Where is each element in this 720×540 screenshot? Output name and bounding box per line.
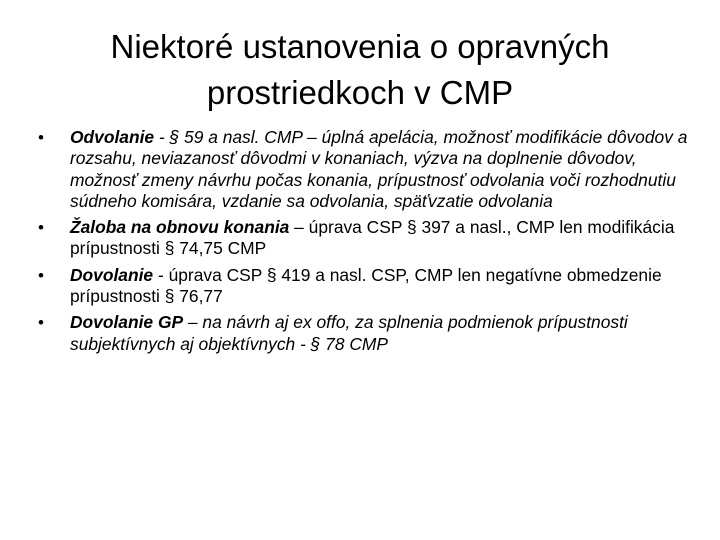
bullet-text: – na návrh aj ex offo, za splnenia podmienok prípustnosti subjektívnych aj objektívnych - § 78 CMP xyxy=(70,312,628,354)
bullet-text: – úprava CSP § 397 a nasl., CMP len modifikácia prípustnosti § 74,75 CMP xyxy=(70,217,675,259)
bullet-item-dovolanie-gp xyxy=(36,312,696,355)
slide-title xyxy=(40,24,680,116)
bullet-term: Žaloba na obnovu konania xyxy=(70,217,290,238)
bullet-list xyxy=(36,127,696,360)
bullet-item-odvolanie xyxy=(36,127,696,212)
bullet-text: - § 59 a nasl. CMP – úplná apelácia, možnosť modifikácie dôvodov a rozsahu, neviazanosť dôvodmi v konaniach, výzva na doplnenie dôvodov, možnosť zmeny návrhu počas konania, prípustnosť odvolania voči rozhodnutiu súdneho komisára, vzdanie sa odvolania, späťvzatie odvolania xyxy=(70,127,688,211)
bullet-dot-icon: • xyxy=(38,313,44,333)
bullet-term: Dovolanie GP xyxy=(70,312,184,333)
title-line-2: prostriedkoch v CMP xyxy=(206,74,514,111)
bullet-text: - úprava CSP § 419 a nasl. CSP, CMP len negatívne obmedzenie prípustnosti § 76,77 xyxy=(70,264,662,307)
bullet-dot-icon: • xyxy=(38,265,44,285)
title-line-1: Niektoré ustanovenia o opravných xyxy=(110,28,610,65)
bullet-term: Dovolanie xyxy=(70,264,154,285)
bullet-item-zaloba xyxy=(36,217,696,260)
bullet-term: Odvolanie xyxy=(70,127,155,147)
bullet-item-dovolanie xyxy=(36,265,696,308)
bullet-dot-icon: • xyxy=(38,128,44,147)
bullet-dot-icon: • xyxy=(38,218,44,238)
